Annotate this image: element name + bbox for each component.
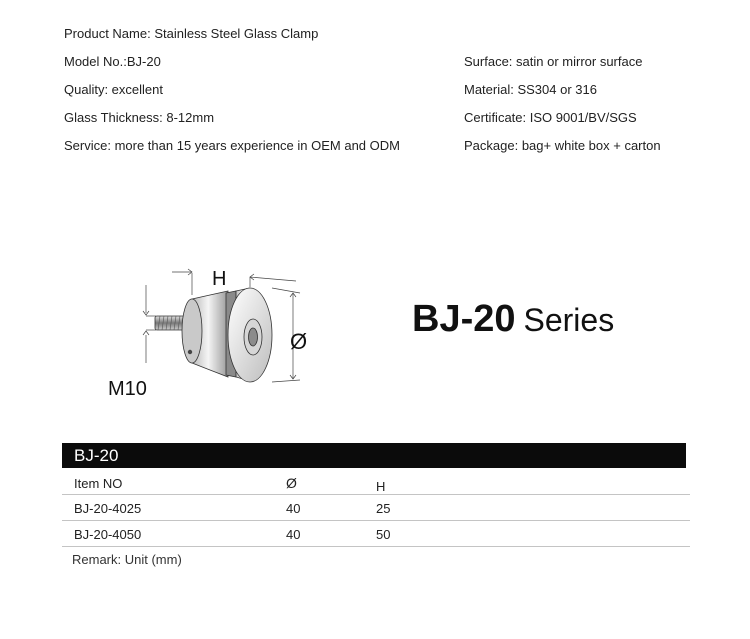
spec-service: Service: more than 15 years experience in OEM and ODM — [64, 138, 400, 153]
dimension-label-h: H — [212, 268, 227, 290]
table-title: BJ-20 — [74, 446, 119, 465]
series-title — [412, 298, 614, 341]
series-model: BJ-20 — [412, 298, 516, 340]
table-remark: Remark: Unit (mm) — [72, 552, 182, 567]
spec-surface: Surface: satin or mirror surface — [464, 54, 643, 69]
table-divider — [62, 494, 690, 495]
spec-glass-thickness: Glass Thickness: 8-12mm — [64, 110, 215, 125]
spec-material: Material: SS304 or 316 — [464, 82, 597, 97]
spec-model-no: Model No.:BJ-20 — [64, 54, 161, 69]
column-header-item-no: Item NO — [74, 476, 123, 491]
dimension-label-thread: M10 — [108, 378, 147, 400]
table-cell-diameter: 40 — [286, 527, 301, 542]
spec-product-name: Product Name: Stainless Steel Glass Clamp — [64, 26, 319, 41]
table-cell-item-no: BJ-20-4025 — [74, 501, 142, 516]
column-header-diameter: Ø — [286, 475, 297, 491]
spec-quality: Quality: excellent — [64, 82, 163, 97]
table-cell-diameter: 40 — [286, 501, 301, 516]
table-divider — [62, 546, 690, 547]
table-cell-h: 50 — [376, 527, 391, 542]
table-cell-item-no: BJ-20-4050 — [74, 527, 142, 542]
table-title-bar — [62, 443, 686, 468]
series-word: Series — [523, 302, 615, 338]
table-divider — [62, 520, 690, 521]
table-cell-h: 25 — [376, 501, 391, 516]
column-header-h: H — [376, 479, 386, 494]
dimension-label-diameter: Ø — [290, 329, 308, 354]
spec-certificate: Certificate: ISO 9001/BV/SGS — [464, 110, 637, 125]
spec-package: Package: bag+ white box + carton — [464, 138, 661, 153]
clamp-technical-drawing — [100, 255, 350, 405]
clamp-body — [155, 288, 272, 382]
